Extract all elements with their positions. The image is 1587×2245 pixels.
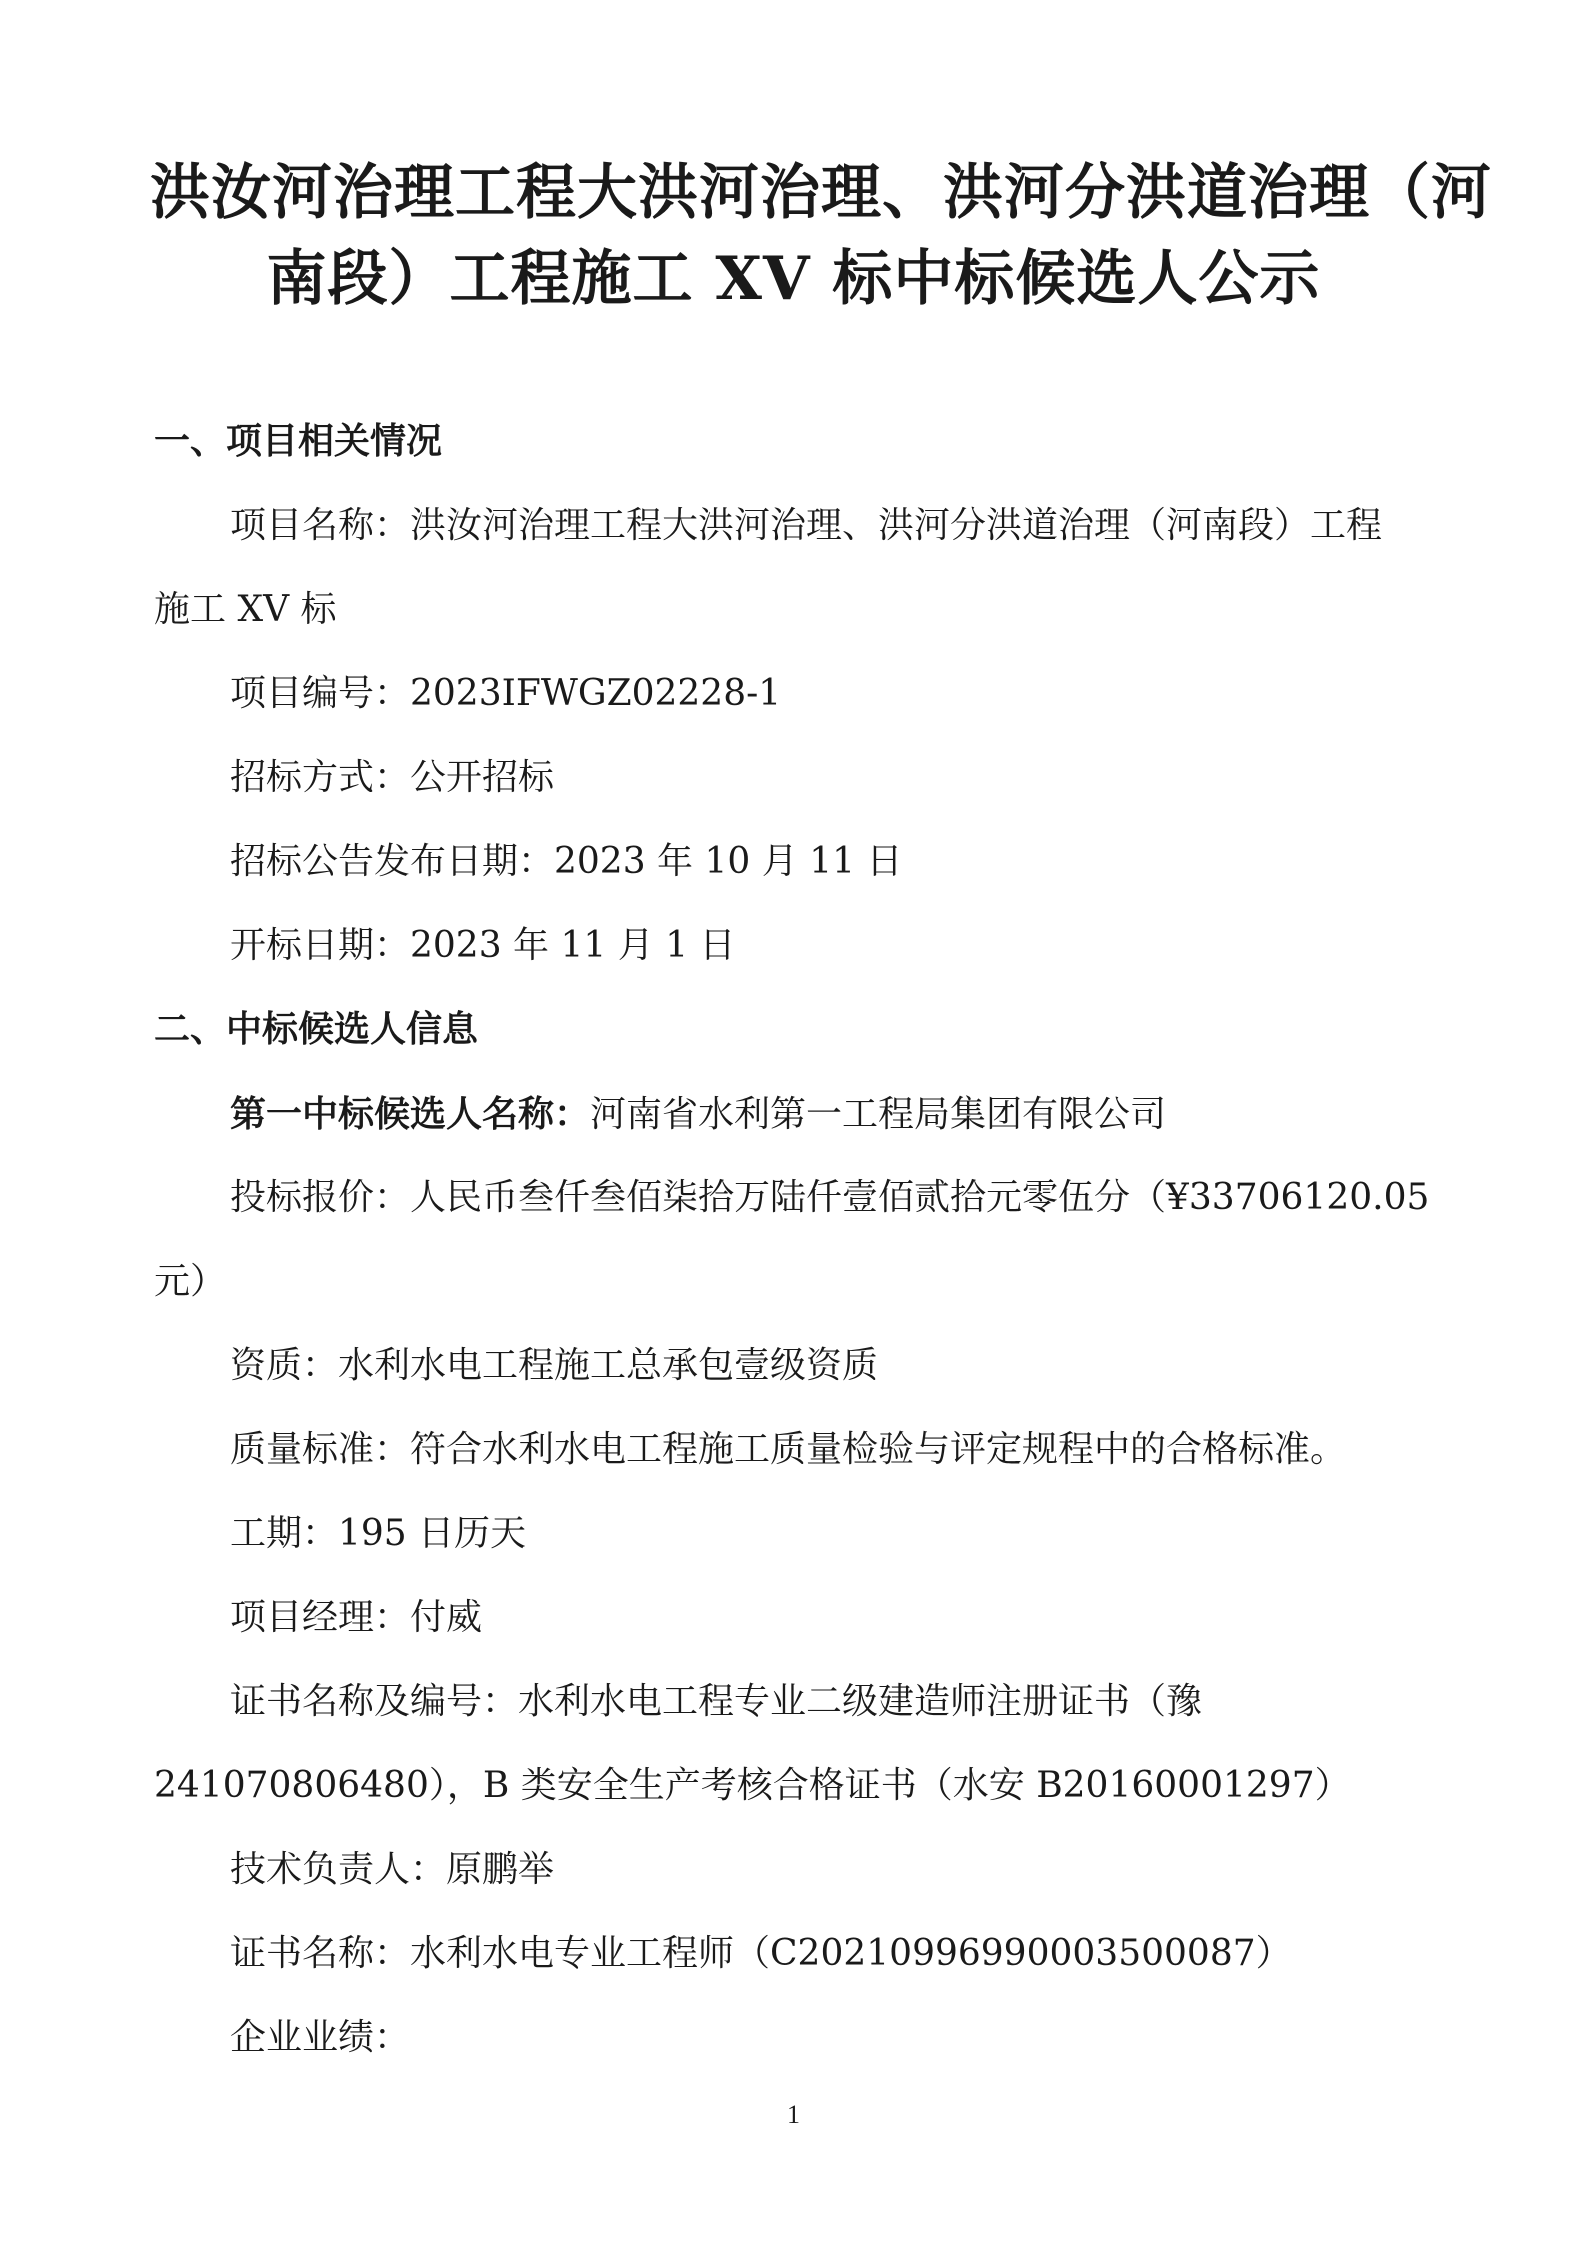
- project-name-line-1: 项目名称：洪汝河治理工程大洪河治理、洪河分洪道治理（河南段）工程: [230, 505, 1383, 546]
- quality-standard: 质量标准：符合水利水电工程施工质量检验与评定规程中的合格标准。: [230, 1429, 1347, 1470]
- page-number: 1: [787, 2100, 800, 2129]
- project-name-line-2: 施工 XV 标: [154, 589, 337, 630]
- document-title-line-1: 洪汝河治理工程大洪河治理、洪河分洪道治理（河: [150, 158, 1492, 228]
- document-title-line-2: 南段）工程施工 XV 标中标候选人公示: [266, 244, 1321, 314]
- qualification: 资质：水利水电工程施工总承包壹级资质: [230, 1345, 879, 1386]
- bid-method: 招标方式：公开招标: [230, 757, 555, 798]
- announcement-date: 招标公告发布日期：2023 年 10 月 11 日: [230, 841, 903, 882]
- technical-certificate: 证书名称：水利水电专业工程师（C20210996990003500087）: [230, 1933, 1292, 1974]
- first-candidate-name: 河南省水利第一工程局集团有限公司: [590, 1094, 1167, 1135]
- project-number: 项目编号：2023IFWGZ02228-1: [230, 673, 782, 714]
- first-candidate-label: 第一中标候选人名称：: [230, 1093, 591, 1135]
- bid-price-line-2: 元）: [154, 1261, 227, 1302]
- certificate-line-2: 241070806480），B 类安全生产考核合格证书（水安 B20160001297）: [154, 1765, 1351, 1806]
- section-2-heading: 二、中标候选人信息: [154, 1009, 479, 1050]
- bid-price-line-1: 投标报价：人民币叁仟叁佰柒拾万陆仟壹佰贰拾元零伍分（¥33706120.05: [230, 1177, 1430, 1218]
- technical-lead: 技术负责人：原鹏举: [230, 1849, 555, 1890]
- construction-period: 工期：195 日历天: [230, 1513, 527, 1554]
- opening-date: 开标日期：2023 年 11 月 1 日: [230, 925, 736, 966]
- certificate-line-1: 证书名称及编号：水利水电工程专业二级建造师注册证书（豫: [230, 1681, 1203, 1722]
- project-manager: 项目经理：付威: [230, 1597, 483, 1638]
- section-1-heading: 一、项目相关情况: [154, 421, 443, 462]
- first-candidate: [230, 1092, 1520, 1137]
- company-performance: 企业业绩：: [230, 2017, 411, 2058]
